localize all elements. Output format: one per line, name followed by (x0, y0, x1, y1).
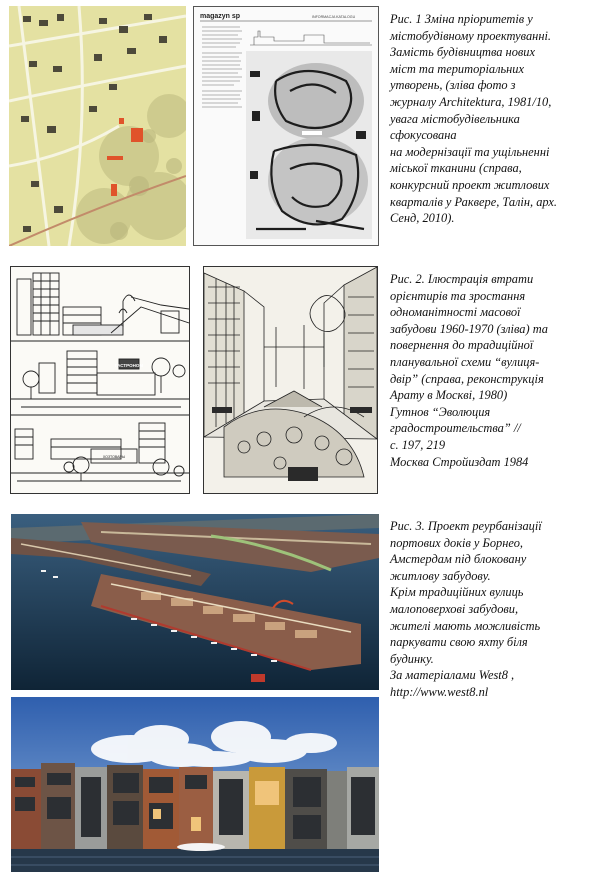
figure-1-magazine-page (193, 6, 379, 246)
caption-line: увага містобудівельника (390, 111, 520, 126)
caption-line: міст та територіальних (390, 61, 524, 76)
caption-line: кварталів у Раквере, Талін, арх. (390, 194, 557, 209)
caption-line: градостроительства” // (390, 421, 521, 436)
caption-line: повернення до традиційної (390, 338, 534, 353)
caption-line: Рис. 1 Зміна пріоритетів у (390, 12, 533, 26)
caption-line: орієнтирів та зростання (390, 288, 526, 303)
sketch-shop-sign: ХОЗТОВАРЫ (102, 455, 126, 459)
caption-line: міської тканини (справа, (390, 161, 522, 176)
caption-line: Замість будівництва нових (390, 45, 535, 60)
caption-line: Сенд, 2010). (390, 211, 455, 226)
caption-line: Рис. 2. Ілюстрація втрати (390, 272, 534, 286)
caption-line: с. 197, 219 (390, 437, 446, 452)
figure-1-caption (390, 11, 612, 227)
caption-line: планувальної схеми “вулиця- (390, 354, 540, 369)
source-link[interactable]: http://www.west8.nl (390, 684, 489, 699)
caption-line: Рис. 3. Проект реурбанізації (390, 519, 542, 533)
caption-line: утворень, (зліва фото з (390, 78, 516, 93)
caption-line: на модернізації та ущільненні (390, 144, 550, 159)
caption-line: забудови 1960-1970 (зліва) та (390, 321, 548, 336)
figure-3-waterfront-houses-photo (11, 697, 379, 872)
figure-1-left-site-map (9, 6, 186, 246)
caption-line: Гутнов “Эволюция (390, 404, 491, 419)
caption-line: Крім традиційних вулиць (390, 585, 524, 600)
caption-line: Москва Стройиздат 1984 (390, 454, 529, 469)
caption-line: малоповерхові забудови, (390, 601, 519, 616)
caption-line: житлову забудову. (390, 568, 491, 583)
magazine-section-label: INFORMACJA KATALOGU (312, 15, 356, 19)
caption-line: портових доків у Борнео, (390, 535, 523, 550)
figure-3-caption (390, 518, 612, 701)
caption-line: конкурсний проект житлових (390, 177, 550, 192)
figure-2-caption (390, 271, 612, 470)
caption-line: жителі мають можливість (390, 618, 541, 633)
caption-line: журналу Architektura, 1981/10, (390, 94, 552, 109)
magazine-masthead: magazyn sp (200, 13, 241, 20)
sketch-shop-sign: ГАСТРОНОМ (114, 363, 144, 368)
caption-line: будинку. (390, 651, 434, 666)
caption-line: паркувати свою яхту біля (390, 635, 528, 650)
figure-3-aerial-docks-photo (11, 514, 379, 690)
caption-line: сфокусована (390, 128, 457, 143)
caption-line: двір” (справа, реконструкція (390, 371, 544, 386)
caption-line: Амстердам під блоковану (390, 552, 527, 567)
caption-line: За матеріалами West8 , (390, 668, 515, 683)
figure-2-right-street-perspective (203, 266, 378, 494)
caption-line: одноманітності масової (390, 305, 521, 320)
figure-2-left-mass-housing-sketches (10, 266, 190, 494)
caption-line: містобудівному проектуванні. (390, 28, 552, 43)
caption-line: Арату в Москві, 1980) (390, 388, 508, 403)
